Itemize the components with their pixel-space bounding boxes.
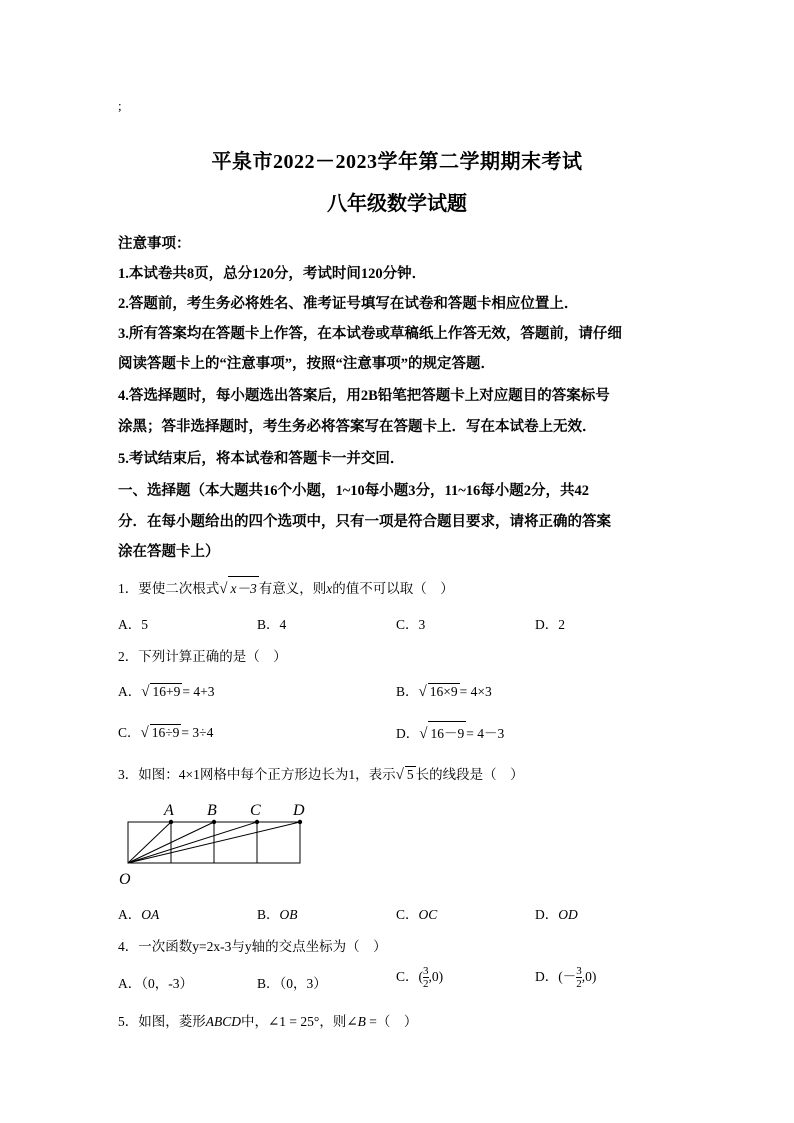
- note-line: 涂黑；答非选择题时，考生务必将答案写在答题卡上．写在本试卷上无效．: [118, 419, 597, 435]
- q2-a-rhs: = 4+3: [182, 684, 215, 699]
- q2-a-label: A．: [118, 684, 142, 699]
- q4-option-b: B．（0，3）: [257, 976, 327, 991]
- q5-shape: ABCD: [205, 1014, 241, 1029]
- q2-option-a: [118, 680, 214, 701]
- radical-sign: √: [141, 684, 150, 700]
- q2-b-label: B．: [396, 684, 419, 699]
- notes-heading: 注意事项：: [118, 236, 191, 252]
- fraction-numerator: 3: [576, 965, 582, 978]
- q5-text-mid: 中，∠1 = 25°，则∠: [241, 1014, 358, 1029]
- q2-option-d: [396, 721, 504, 743]
- q3-text-post: 长的线段是（ ）: [415, 767, 524, 782]
- q5-text-post: =（ ）: [365, 1014, 418, 1029]
- q3-c-seg: OC: [418, 907, 438, 922]
- q1-option-b: B．4: [257, 617, 287, 632]
- fraction-denominator: 2: [576, 978, 582, 991]
- q2-option-c: [118, 721, 213, 742]
- q4-option-d: [535, 965, 596, 990]
- q3-option-b: [257, 903, 298, 923]
- q2-d-radicand: 16－9: [428, 721, 466, 742]
- section-heading: 涂在答题卡上）: [118, 544, 220, 560]
- q1-text-post: 的值不可以取（ ）: [332, 581, 454, 596]
- q3-b-label: B．: [257, 907, 280, 922]
- note-line: 1.本试卷共8页，总分120分，考试时间120分钟．: [118, 266, 427, 282]
- q4-c-label: C．(: [396, 969, 423, 984]
- point-b: [212, 820, 216, 824]
- radical-sign: √: [219, 581, 228, 597]
- note-line: 2.答题前，考生务必将姓名、准考证号填写在试卷和答题卡相应位置上．: [118, 296, 579, 312]
- q1-variable: x: [326, 581, 333, 596]
- label-a: A: [164, 802, 174, 819]
- label-o: O: [119, 871, 131, 888]
- q2-option-b: [396, 680, 492, 701]
- q2-d-rhs: = 4－3: [466, 726, 505, 741]
- radical-sign: √: [419, 726, 428, 742]
- q1-text-pre: 1．要使二次根式: [118, 581, 220, 596]
- stray-mark: ;: [118, 98, 122, 113]
- q1-text-mid: 有意义，则: [258, 581, 327, 596]
- q2-d-label: D．: [396, 726, 420, 741]
- question-4-stem: 4．一次函数y=2x-3与y轴的交点坐标为（ ）: [118, 939, 387, 954]
- q4-c-tail: ,0): [428, 969, 444, 984]
- note-line: 4.答选择题时，每小题选出答案后，用2B铅笔把答题卡上对应题目的答案标号: [118, 388, 610, 404]
- point-a: [169, 820, 173, 824]
- q3-a-label: A．: [118, 907, 142, 922]
- segment-oc: [128, 822, 257, 863]
- point-c: [255, 820, 259, 824]
- q5-variable: B: [357, 1014, 366, 1029]
- q3-a-seg: OA: [141, 907, 160, 922]
- section-heading: 一、选择题（本大题共16个小题，1~10每小题3分，11~16每小题2分，共42: [118, 483, 590, 499]
- q2-b-radicand: 16×9: [429, 684, 458, 699]
- exam-subtitle: 八年级数学试题: [327, 193, 467, 215]
- q2-c-rhs: = 3÷4: [181, 725, 214, 740]
- q3-option-c: [396, 903, 437, 923]
- q4-option-a: A．（0，-3）: [118, 976, 193, 991]
- question-2-stem: 2．下列计算正确的是（ ）: [118, 649, 287, 664]
- radical-sign: √: [418, 684, 427, 700]
- question-1-stem: [118, 576, 454, 598]
- point-d: [298, 820, 302, 824]
- q3-b-seg: OB: [279, 907, 298, 922]
- note-line: 阅读答题卡上的“注意事项”，按照“注意事项”的规定答题．: [118, 356, 495, 372]
- fraction-denominator: 2: [423, 978, 429, 991]
- label-b: B: [207, 802, 217, 819]
- fraction-numerator: 3: [423, 965, 429, 978]
- question-3-stem: [118, 763, 524, 784]
- section-heading: 分．在每小题给出的四个选项中，只有一项是符合题目要求，请将正确的答案: [118, 514, 611, 530]
- q4-d-label: D．(－: [535, 969, 577, 984]
- q2-c-label: C．: [118, 725, 141, 740]
- q1-option-a: A．5: [118, 617, 148, 632]
- note-line: 3.所有答案均在答题卡上作答，在本试卷或草稿纸上作答无效，答题前，请仔细: [118, 326, 622, 342]
- q4-d-tail: ,0): [581, 969, 597, 984]
- q1-radicand: x－3: [228, 576, 258, 597]
- question-5-stem: [118, 1010, 417, 1030]
- q2-c-radicand: 16÷9: [151, 725, 180, 740]
- segment-oa: [128, 822, 171, 863]
- q3-c-label: C．: [396, 907, 419, 922]
- label-c: C: [250, 802, 261, 819]
- radical-sign: √: [140, 725, 149, 741]
- q5-text-pre: 5．如图，菱形: [118, 1014, 206, 1029]
- grid-figure: [110, 795, 320, 890]
- q3-d-label: D．: [535, 907, 559, 922]
- q3-option-a: [118, 903, 159, 923]
- radical-sign: √: [395, 767, 404, 783]
- exam-title: 平泉市2022－2023学年第二学期期末考试: [211, 151, 583, 173]
- q3-text-pre: 3．如图：4×1网格中每个正方形边长为1，表示: [118, 767, 396, 782]
- q4-option-c: [396, 965, 443, 990]
- q3-radicand: 5: [406, 767, 414, 782]
- q3-d-seg: OD: [558, 907, 578, 922]
- q2-a-radicand: 16+9: [152, 684, 181, 699]
- q3-option-d: [535, 903, 578, 923]
- note-line: 5.考试结束后，将本试卷和答题卡一并交回．: [118, 451, 405, 467]
- q1-option-c: C．3: [396, 617, 426, 632]
- q2-b-rhs: = 4×3: [459, 684, 492, 699]
- label-d: D: [293, 802, 305, 819]
- q1-option-d: D．2: [535, 617, 565, 632]
